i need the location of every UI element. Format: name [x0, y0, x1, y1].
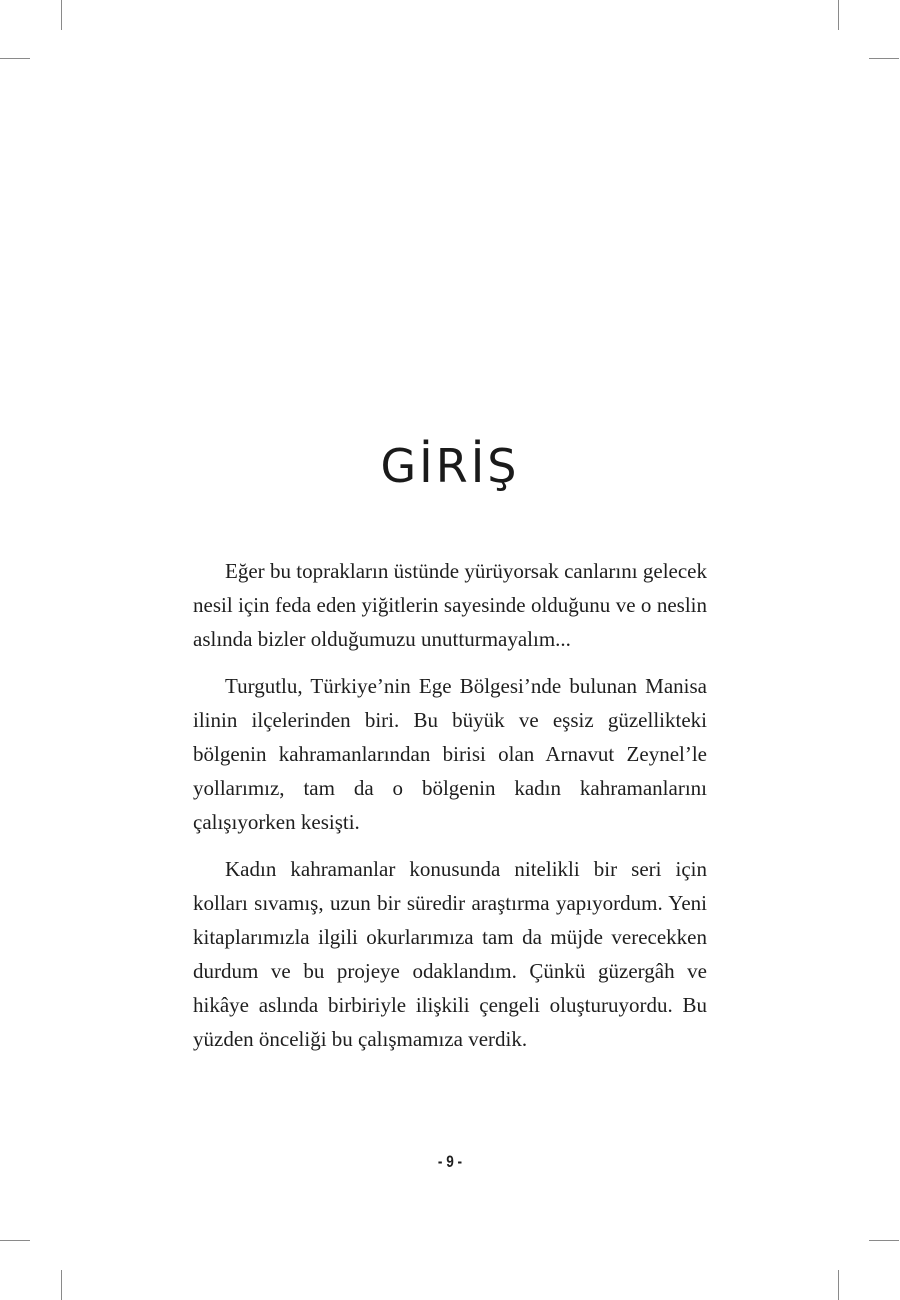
crop-mark-bottom-right-vertical	[838, 1270, 839, 1300]
paragraph: Turgutlu, Türkiye’nin Ege Bölgesi’nde bulunan Manisa ilinin ilçelerinden biri. Bu büyük ve eşsiz güzellikteki bölgenin kahramanlarından birisi olan Arnavut Zeynel’le yollarımız, tam da o bölgenin kadın kahramanlarını çalışıyorken kesişti.	[193, 674, 707, 834]
crop-mark-top-left-horizontal	[0, 58, 30, 59]
crop-mark-top-left-vertical	[61, 0, 62, 30]
crop-mark-top-right-vertical	[838, 0, 839, 30]
paragraph: Kadın kahramanlar konusunda nitelikli bir seri için kolları sıvamış, uzun bir süredir araştırma yapıyordum. Yeni kitaplarımızla ilgili okurlarımıza tam da müjde verecekken durdum ve bu projeye odaklandım. Çünkü güzergâh ve hikâye aslında birbiriyle ilişkili çengeli oluşturuyordu. Bu yüzden önceliği bu çalışmamıza verdik.	[193, 857, 707, 1051]
crop-mark-bottom-left-vertical	[61, 1270, 62, 1300]
crop-mark-top-right-horizontal	[869, 58, 899, 59]
body-text	[193, 554, 707, 1069]
page-number: - 9 -	[437, 1152, 463, 1171]
crop-mark-bottom-right-horizontal	[869, 1240, 899, 1241]
chapter-title: GİRİŞ	[380, 439, 520, 493]
paragraph: Eğer bu toprakların üstünde yürüyorsak canlarını gelecek nesil için feda eden yiğitlerin sayesinde olduğunu ve o neslin aslında bizler olduğumuzu unutturmayalım...	[193, 559, 707, 651]
crop-mark-bottom-left-horizontal	[0, 1240, 30, 1241]
